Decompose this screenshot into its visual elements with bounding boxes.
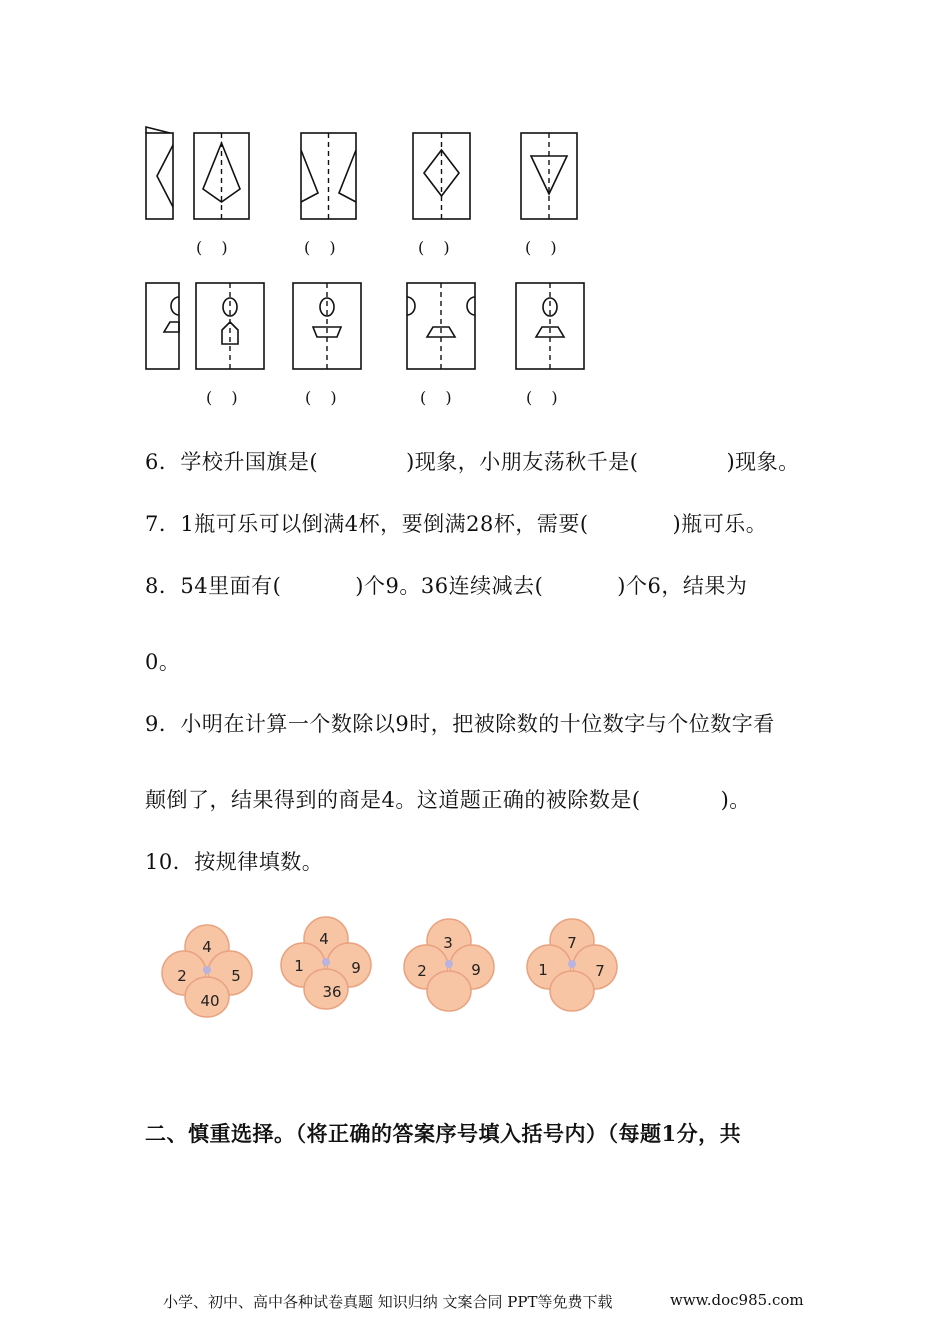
- option-1c-rhombus: [413, 133, 470, 219]
- q6-text-a: 学校升国旗是(: [180, 450, 319, 474]
- flower-1-left: 2: [177, 967, 187, 985]
- q9-line2-a: 颠倒了，结果得到的商是4。这道题正确的被除数是(: [145, 788, 641, 812]
- answer-paren-1c[interactable]: ( ): [418, 238, 450, 257]
- answer-paren-2a[interactable]: ( ): [206, 388, 238, 407]
- flower-3-left: 2: [417, 962, 427, 980]
- option-2c: [407, 283, 475, 369]
- answer-paren-1d[interactable]: ( ): [525, 238, 557, 257]
- option-1d-triangle: [521, 133, 577, 219]
- flower-1: [162, 925, 252, 1017]
- q6-text-b: )现象，小朋友荡秋千是(: [406, 450, 639, 474]
- footer-url[interactable]: www.doc985.com: [670, 1291, 804, 1309]
- flower-1-top: 4: [202, 938, 212, 956]
- option-2b: [293, 283, 361, 369]
- q9-number: 9．: [145, 712, 181, 736]
- question-6: [145, 446, 800, 476]
- option-2d: [516, 283, 584, 369]
- flower-3: [404, 919, 494, 1011]
- question-9-line2: [145, 784, 751, 814]
- flower-2-right: 9: [351, 959, 361, 977]
- q7-text-a: 1瓶可乐可以倒满4杯，要倒满28杯，需要(: [180, 512, 589, 536]
- flower-4-left: 1: [538, 961, 548, 979]
- flower-2: [281, 917, 371, 1009]
- flower-3-right: 9: [471, 961, 481, 979]
- flower-4: [527, 919, 617, 1011]
- q6-number: 6．: [145, 450, 181, 474]
- section-2-heading: 二、慎重选择。（将正确的答案序号填入括号内）（每题1分，共: [145, 1121, 742, 1146]
- q9-line2-b: )。: [720, 788, 751, 812]
- flower-1-right: 5: [231, 967, 241, 985]
- flower-3-top: 3: [443, 934, 453, 952]
- q8-text-a: 54里面有(: [180, 574, 282, 598]
- question-10: [145, 846, 323, 876]
- flower-2-left: 1: [294, 957, 304, 975]
- footer-text: 小学、初中、高中各种试卷真题 知识归纳 文案合同 PPT等免费下载: [163, 1293, 613, 1311]
- answer-paren-1a[interactable]: ( ): [196, 238, 228, 257]
- question-7: [145, 508, 767, 538]
- q8-text-b: )个9。36连续减去(: [355, 574, 544, 598]
- q7-text-b: )瓶可乐。: [672, 512, 768, 536]
- q6-text-c: )现象。: [726, 450, 800, 474]
- flower-2-top: 4: [319, 930, 329, 948]
- q7-number: 7．: [145, 512, 181, 536]
- q8-text-d: 0。: [145, 650, 181, 674]
- answer-paren-2b[interactable]: ( ): [305, 388, 337, 407]
- folded-paper-row1: [146, 127, 173, 219]
- q8-text-c: )个6，结果为: [617, 574, 748, 598]
- q10-number: 10．: [145, 850, 195, 874]
- q8-number: 8．: [145, 574, 181, 598]
- flower-1-bottom: 40: [200, 992, 220, 1010]
- flower-4-right: 7: [595, 962, 605, 980]
- answer-paren-1b[interactable]: ( ): [304, 238, 336, 257]
- question-9: [145, 708, 775, 738]
- answer-paren-2c[interactable]: ( ): [420, 388, 452, 407]
- option-1b-edges: [301, 133, 356, 219]
- q9-line1: 小明在计算一个数除以9时，把被除数的十位数字与个位数字看: [180, 712, 775, 736]
- answer-paren-2d[interactable]: ( ): [526, 388, 558, 407]
- q10-text: 按规律填数。: [194, 850, 324, 874]
- option-1a-kite: [194, 133, 249, 219]
- flower-2-bottom: 36: [322, 983, 342, 1001]
- option-2a: [196, 283, 264, 369]
- question-8: [145, 570, 747, 600]
- folded-paper-row2: [146, 283, 179, 369]
- flower-4-top: 7: [567, 934, 577, 952]
